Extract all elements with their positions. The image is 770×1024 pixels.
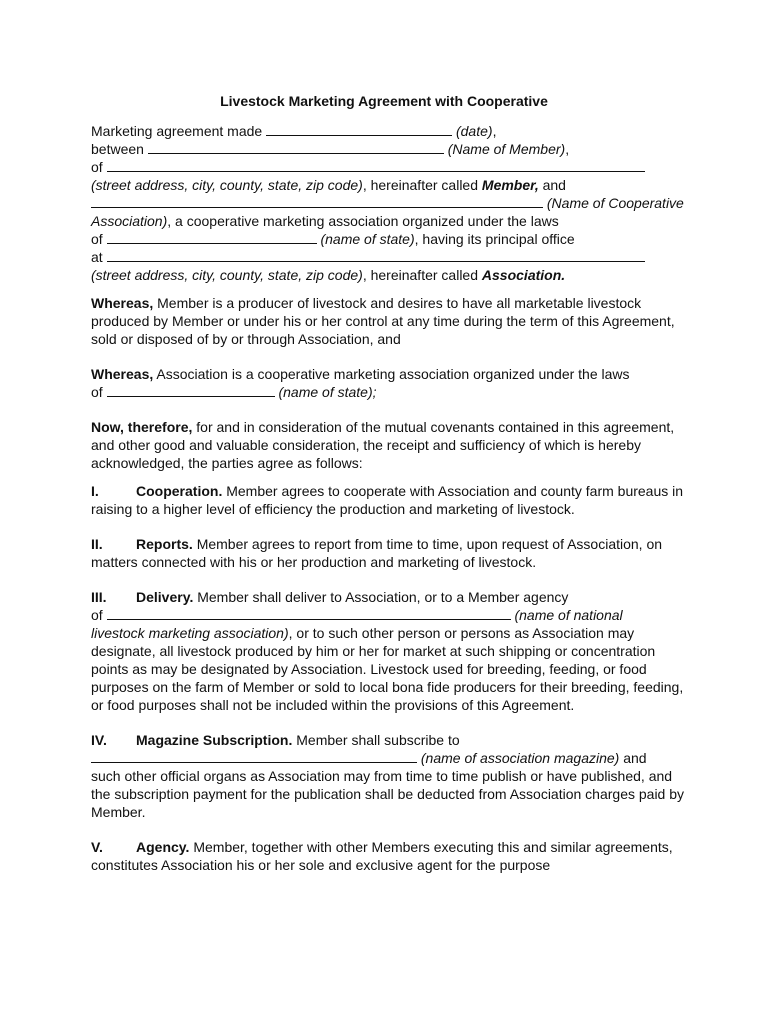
intro-hint: (name of state) (320, 231, 415, 247)
section-number: V. (91, 839, 103, 855)
section-number: IV. (91, 732, 107, 748)
intro-text: , (492, 123, 497, 139)
intro-text: at (91, 249, 103, 265)
intro-hint: (name of state); (278, 384, 377, 400)
section-magazine (91, 731, 691, 821)
state-blank (107, 383, 275, 397)
intro-text: , having its principal office (414, 231, 575, 247)
section-number: III. (91, 589, 107, 605)
paragraph-text: Member is a producer of livestock and desires to have all marketable livestock produced by Member or under his or her control at any time during the term of this Agreement, sold or disposed of by or through Association, and (91, 295, 675, 347)
intro-hint: (street address, city, county, state, zip code) (91, 177, 363, 193)
section-number: II. (91, 536, 103, 552)
paragraph-text: Association is a cooperative marketing association organized under the laws (156, 366, 630, 382)
member-term: Member, (481, 177, 539, 193)
intro-text: of (91, 231, 103, 247)
paragraph-text: Member shall deliver to Association, or to a Member agency (197, 589, 569, 605)
intro-hint: (date) (455, 123, 493, 139)
member-name-blank (148, 140, 444, 154)
intro-block (91, 122, 691, 284)
document-page (91, 92, 691, 874)
paragraph-text: of (91, 384, 103, 400)
intro-text: , (565, 141, 570, 157)
cooperative-name-blank (91, 194, 543, 208)
document-title: Livestock Marketing Agreement with Cooperative (220, 93, 548, 109)
date-blank (266, 122, 452, 136)
intro-text: , hereinafter called (362, 177, 479, 193)
whereas-paragraph (91, 365, 691, 383)
magazine-name-blank (91, 749, 417, 763)
whereas-paragraph (91, 294, 691, 348)
paragraph-text: Member, together with other Members executing this and similar agreements, constitutes Association his or her sole and exclusive agent for the purpose (91, 839, 673, 873)
section-heading: Reports. (136, 536, 193, 552)
member-address-blank (107, 158, 645, 172)
section-number: I. (91, 483, 99, 499)
now-therefore-lead: Now, therefore, (91, 419, 193, 435)
whereas-lead: Whereas, (91, 366, 154, 382)
section-delivery (91, 588, 691, 714)
marketing-association-blank (107, 606, 511, 620)
intro-text: between (91, 141, 144, 157)
section-heading: Cooperation. (136, 483, 223, 499)
intro-text: of (91, 159, 103, 175)
paragraph-text: such other official organs as Association may from time to time publish or have published, and the subscription payment for the publication shall be deducted from Association charges paid by Member. (91, 768, 685, 820)
paragraph-text: of (91, 607, 103, 623)
now-therefore-paragraph (91, 418, 691, 472)
association-address-blank (107, 248, 645, 262)
paragraph-text: , or to such other person or persons as Association may designate, all livestock produced by him or her for market at such shipping or concentration points as may be designated by Association. Livestock used for breeding, feeding, or food purposes on the farm of Member or sold to local bona fide producers for their breeding, feeding, or food purposes shall not be included within the provisions of this Agreement. (91, 625, 684, 713)
whereas-line (91, 383, 691, 401)
section-heading: Magazine Subscription. (136, 732, 293, 748)
paragraph-text: Member agrees to cooperate with Association and county farm bureaus in raising to a higher level of efficiency the production and marketing of livestock. (91, 483, 684, 517)
intro-hint: (name of association magazine) (420, 750, 620, 766)
intro-hint: (street address, city, county, state, zip code) (91, 267, 363, 283)
paragraph-text: Member agrees to report from time to time, upon request of Association, on matters connected with his or her production and marketing of livestock. (91, 536, 663, 570)
section-reports (91, 535, 691, 571)
association-term: Association. (481, 267, 566, 283)
whereas-lead: Whereas, (91, 295, 154, 311)
state-blank (107, 230, 317, 244)
paragraph-text: for and in consideration of the mutual covenants contained in this agreement, and other good and valuable consideration, the receipt and sufficiency of which is hereby acknowledged, the parties agree as follows: (91, 419, 675, 471)
intro-hint: (Name of Cooperative (546, 195, 684, 211)
paragraph-text: and (623, 750, 647, 766)
section-agency (91, 838, 691, 874)
section-heading: Agency. (136, 839, 190, 855)
paragraph-text: Member shall subscribe to (296, 732, 460, 748)
intro-text: Marketing agreement made (91, 123, 263, 139)
intro-hint: (Name of Member) (447, 141, 566, 157)
section-cooperation (91, 482, 691, 518)
intro-hint: livestock marketing association) (91, 625, 289, 641)
intro-hint: Association) (91, 213, 168, 229)
intro-text: , hereinafter called (362, 267, 479, 283)
intro-text: and (542, 177, 566, 193)
intro-hint: (name of national (514, 607, 623, 623)
intro-text: , a cooperative marketing association organized under the laws (167, 213, 559, 229)
section-heading: Delivery. (136, 589, 194, 605)
